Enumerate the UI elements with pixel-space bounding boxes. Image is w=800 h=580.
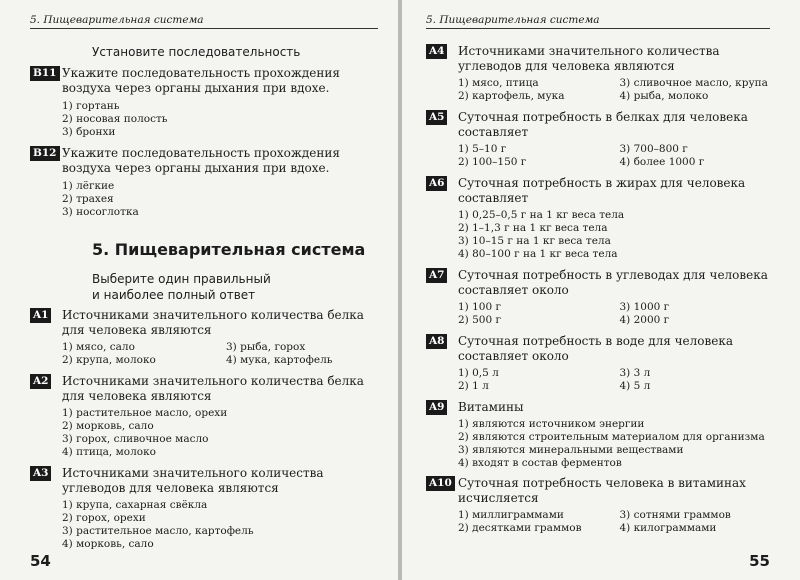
question-label: A6 [426,176,447,191]
option: 4) более 1000 г [619,156,705,168]
option: 2) крупа, молоко [62,354,156,366]
option: 2) носовая полость [62,113,168,125]
question-text: Суточная потребность человека в витаминах исчисляется [458,476,746,505]
question-label: A3 [30,466,51,481]
section-title: 5. Пищеварительная система [92,240,366,259]
option: 2) десятками граммов [458,522,582,534]
question-text: Источниками значительного количества углеводов для человека являются [62,466,324,495]
question-text: Источниками значительного количества белка для человека являются [62,308,364,337]
question-text: Источниками значительного количества белка для человека являются [62,374,364,403]
option: 3) 10–15 г на 1 кг веса тела [458,235,611,247]
left-page [0,0,398,580]
option: 4) килограммами [619,522,717,534]
question-text: Источниками значительного количества углеводов для человека являются [458,44,720,73]
option: 4) птица, молоко [62,446,156,458]
option: 3) бронхи [62,126,116,138]
option: 1) 5–10 г [458,143,507,155]
question-label: A2 [30,374,51,389]
option: 4) 80–100 г на 1 кг веса тела [458,248,618,260]
question-a2 [30,374,380,459]
option: 1) крупа, сахарная свёкла [62,499,208,511]
option: 3) горох, сливочное масло [62,433,209,445]
question-a1 [30,308,380,367]
option: 2) картофель, мука [458,90,565,102]
running-header: 5. Пищеварительная система [30,14,378,29]
question-label: A10 [426,476,455,491]
option: 2) морковь, сало [62,420,154,432]
option: 1) гортань [62,100,120,112]
option: 2) 1 л [458,380,489,392]
option: 2) 1–1,3 г на 1 кг веса тела [458,222,608,234]
instruction-order: Установите последовательность [92,45,301,59]
question-label: A4 [426,44,447,59]
page-number: 55 [749,552,770,570]
question-a8 [426,334,771,393]
option: 4) морковь, сало [62,538,154,550]
option: 2) трахея [62,193,114,205]
option: 4) 2000 г [619,314,670,326]
option: 3) 700–800 г [619,143,688,155]
option: 3) сотнями граммов [619,509,731,521]
question-label: B12 [30,146,60,161]
question-text: Суточная потребность в белках для человека составляет [458,110,748,139]
question-a6 [426,176,771,261]
question-text: Суточная потребность в углеводах для человека составляет около [458,268,768,297]
question-a3 [30,466,380,551]
option: 1) миллиграммами [458,509,564,521]
option: 2) являются строительным материалом для организма [458,431,765,443]
option: 2) 100–150 г [458,156,527,168]
option: 3) носоглотка [62,206,139,218]
option: 1) 0,5 л [458,367,499,379]
question-a5 [426,110,771,169]
option: 1) растительное масло, орехи [62,407,228,419]
running-header: 5. Пищеварительная система [426,14,770,29]
question-text: Укажите последовательность прохождения воздуха через органы дыхания при вдохе. [62,146,340,175]
page-number: 54 [30,552,51,570]
question-b12 [30,146,380,219]
question-label: A1 [30,308,51,323]
question-label: A5 [426,110,447,125]
option: 4) входят в состав ферментов [458,457,622,469]
question-text: Укажите последовательность прохождения воздуха через органы дыхания при вдохе. [62,66,340,95]
question-text: Витамины [458,400,524,414]
question-label: A7 [426,268,447,283]
question-a10 [426,476,771,535]
option: 1) являются источником энергии [458,418,645,430]
option: 3) 1000 г [619,301,670,313]
option: 4) мука, картофель [226,354,333,366]
question-label: A9 [426,400,447,415]
question-label: A8 [426,334,447,349]
question-a9 [426,400,771,470]
right-page [402,0,800,580]
option: 3) растительное масло, картофель [62,525,254,537]
question-label: B11 [30,66,60,81]
question-b11 [30,66,380,139]
question-text: Суточная потребность в жирах для человека составляет [458,176,746,205]
instruction-choose: Выберите один правильный и наиболее полный ответ [92,272,271,302]
option: 2) 500 г [458,314,501,326]
option: 1) мясо, сало [62,341,135,353]
option: 1) лёгкие [62,180,115,192]
option: 4) 5 л [619,380,651,392]
option: 1) мясо, птица [458,77,539,89]
question-a7 [426,268,771,327]
option: 3) рыба, горох [226,341,306,353]
option: 3) 3 л [619,367,651,379]
question-text: Суточная потребность в воде для человека составляет около [458,334,734,363]
option: 2) горох, орехи [62,512,146,524]
option: 1) 0,25–0,5 г на 1 кг веса тела [458,209,625,221]
option: 1) 100 г [458,301,501,313]
option: 3) сливочное масло, крупа [619,77,768,89]
option: 4) рыба, молоко [619,90,709,102]
question-a4 [426,44,771,103]
option: 3) являются минеральными веществами [458,444,684,456]
